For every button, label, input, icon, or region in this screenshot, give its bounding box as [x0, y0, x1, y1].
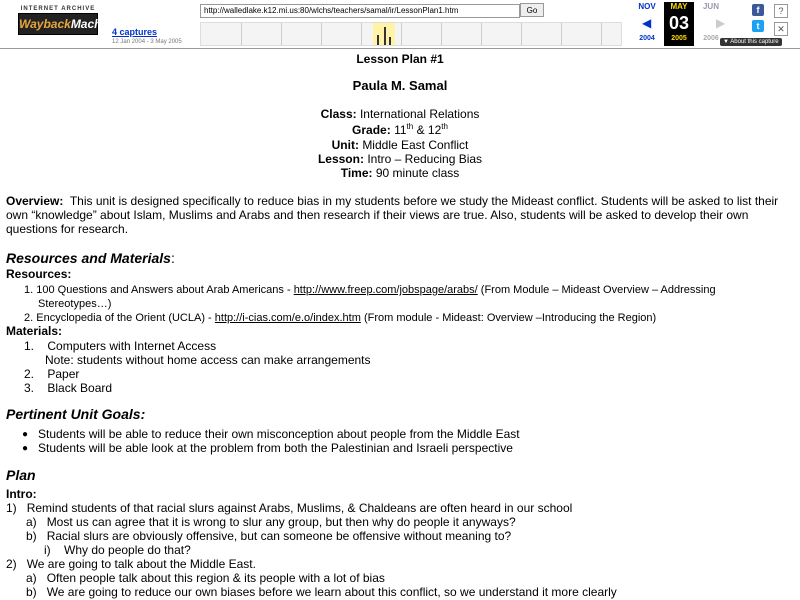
spark-tick — [361, 23, 362, 45]
grade-label: Grade: — [352, 123, 391, 137]
bullet-icon: ● — [22, 443, 29, 454]
class-label: Class: — [320, 107, 357, 121]
overview-paragraph — [6, 194, 792, 236]
toolbar-controls — [774, 4, 788, 40]
grade-a: 11 — [394, 123, 407, 137]
page-title: Lesson Plan #1 — [356, 52, 444, 66]
lesson-value: Intro – Reducing Bias — [367, 152, 483, 166]
plan-subsubitem: i) Why do people do that? — [44, 543, 191, 557]
spark-tick — [601, 23, 602, 45]
time-label: Time: — [340, 166, 373, 180]
grade-sup-b: th — [441, 122, 448, 131]
time-line — [0, 166, 800, 180]
social-links — [752, 4, 766, 36]
resource-item: 1. 100 Questions and Answers about Arab Americans - http://www.freep.com/jobspage/arabs/ (From Module – Mideast Overview – Addressing — [24, 284, 716, 296]
help-icon[interactable]: ? — [774, 4, 788, 18]
overview-label: Overview: — [6, 194, 64, 208]
captures-link[interactable]: 4 captures — [112, 27, 158, 37]
wayback-logo[interactable] — [18, 6, 119, 36]
plan-subitem: a) Most us can agree that it is wrong to slur any group, but then why do people it anyways? — [26, 515, 516, 529]
goals-heading: Pertinent Unit Goals: — [6, 406, 146, 422]
goal-item: Students will be able look at the problem from both the Palestinian and Israeli perspective — [38, 441, 513, 455]
spark-tick — [441, 23, 442, 45]
next-year: 2006 — [703, 35, 719, 42]
current-month: MAY — [670, 2, 688, 11]
spark-tick — [481, 23, 482, 45]
grade-line — [0, 123, 800, 137]
materials-subheading: Materials: — [6, 324, 63, 338]
spark-tick — [401, 23, 402, 45]
wayback-toolbar — [0, 0, 800, 49]
material-note: Note: students without home access can make arrangements — [45, 353, 371, 367]
time-value: 90 minute class — [375, 166, 460, 180]
spark-tick — [241, 23, 242, 45]
class-line — [0, 107, 800, 121]
next-arrow-icon[interactable]: ▶ — [716, 16, 726, 30]
plan-subitem: a) Often people talk about this region & its people with a lot of bias — [26, 571, 385, 585]
spark-bar — [377, 35, 379, 45]
goal-item: Students will be able to reduce their own misconception about people from the Middle East — [38, 427, 520, 441]
unit-line — [0, 138, 800, 152]
icias-link[interactable]: http://i-cias.com/e.o/index.htm — [214, 312, 361, 324]
lesson-label: Lesson: — [317, 152, 364, 166]
twitter-icon[interactable]: t — [752, 20, 764, 32]
resources-subheading: Resources: — [6, 267, 72, 281]
current-day: 03 — [668, 13, 690, 33]
spark-tick — [281, 23, 282, 45]
spark-bar — [384, 27, 386, 45]
author-name: Paula M. Samal — [352, 78, 448, 93]
plan-subitem: b) Racial slurs are obviously offensive, but can someone be offensive without meaning to? — [26, 529, 512, 543]
overview-text: This unit is designed specifically to reduce bias in my students before we study the Mideast conflict. Students will be asked to list their own “knowledge” about Islam, Muslims and Arabs and then research if their views are true. Also, students will be asked to develop their own questions for research. — [6, 194, 779, 236]
bullet-icon: ● — [22, 429, 29, 440]
next-month: JUN — [702, 2, 719, 11]
facebook-icon[interactable]: f — [752, 4, 764, 16]
about-capture-button[interactable]: ▼ About this capture — [720, 38, 782, 46]
logo-main — [18, 13, 119, 35]
spark-tick — [521, 23, 522, 45]
capture-calendar — [632, 2, 732, 46]
plan-item: 1) Remind students of that racial slurs against Arabs, Muslims, & Chaldeans are often heard in our school — [6, 501, 573, 515]
plan-item: 2) We are going to talk about the Middle East. — [6, 557, 256, 571]
go-button[interactable]: Go — [520, 3, 544, 17]
logo-main-a: Wayback — [19, 17, 71, 31]
intro-subheading: Intro: — [6, 487, 37, 501]
material-item: 3. Black Board — [24, 381, 113, 395]
unit-label: Unit: — [331, 138, 359, 152]
prev-month: NOV — [638, 2, 656, 11]
grade-b: 12 — [427, 123, 442, 137]
resource-item: 2. Encyclopedia of the Orient (UCLA) - http://i-cias.com/e.o/index.htm (From module - Mideast: Overview –Introducing the Region) — [24, 312, 657, 324]
logo-top-text: INTERNET ARCHIVE — [20, 6, 96, 12]
resources-heading: Resources and Materials: — [6, 250, 175, 266]
current-capture — [664, 2, 694, 46]
logo-main-b: Machine — [70, 17, 119, 31]
plan-heading: Plan — [6, 467, 36, 483]
captures-range: 12 Jan 2004 - 3 May 2005 — [112, 39, 182, 45]
plan-subitem: b) We are going to reduce our own biases before we learn about this conflict, so we understand it more clearly — [26, 585, 617, 599]
capture-sparkline[interactable] — [200, 22, 622, 46]
prev-arrow-icon[interactable]: ◀ — [642, 16, 652, 30]
close-icon[interactable]: ✕ — [774, 22, 788, 36]
freep-link[interactable]: http://www.freep.com/jobspage/arabs/ — [293, 284, 478, 296]
spark-tick — [561, 23, 562, 45]
material-item: 1. Computers with Internet Access — [24, 339, 217, 353]
current-year: 2005 — [671, 35, 687, 42]
resource-item-cont: Stereotypes…) — [38, 298, 112, 310]
spark-bar — [389, 37, 391, 45]
lesson-line — [0, 152, 800, 166]
class-value: International Relations — [359, 107, 480, 121]
prev-year: 2004 — [639, 35, 655, 42]
material-item: 2. Paper — [24, 367, 80, 381]
grade-sup-a: th — [406, 122, 414, 131]
spark-tick — [321, 23, 322, 45]
grade-amp: & — [416, 123, 425, 137]
unit-value: Middle East Conflict — [362, 138, 469, 152]
url-input[interactable] — [200, 4, 520, 18]
